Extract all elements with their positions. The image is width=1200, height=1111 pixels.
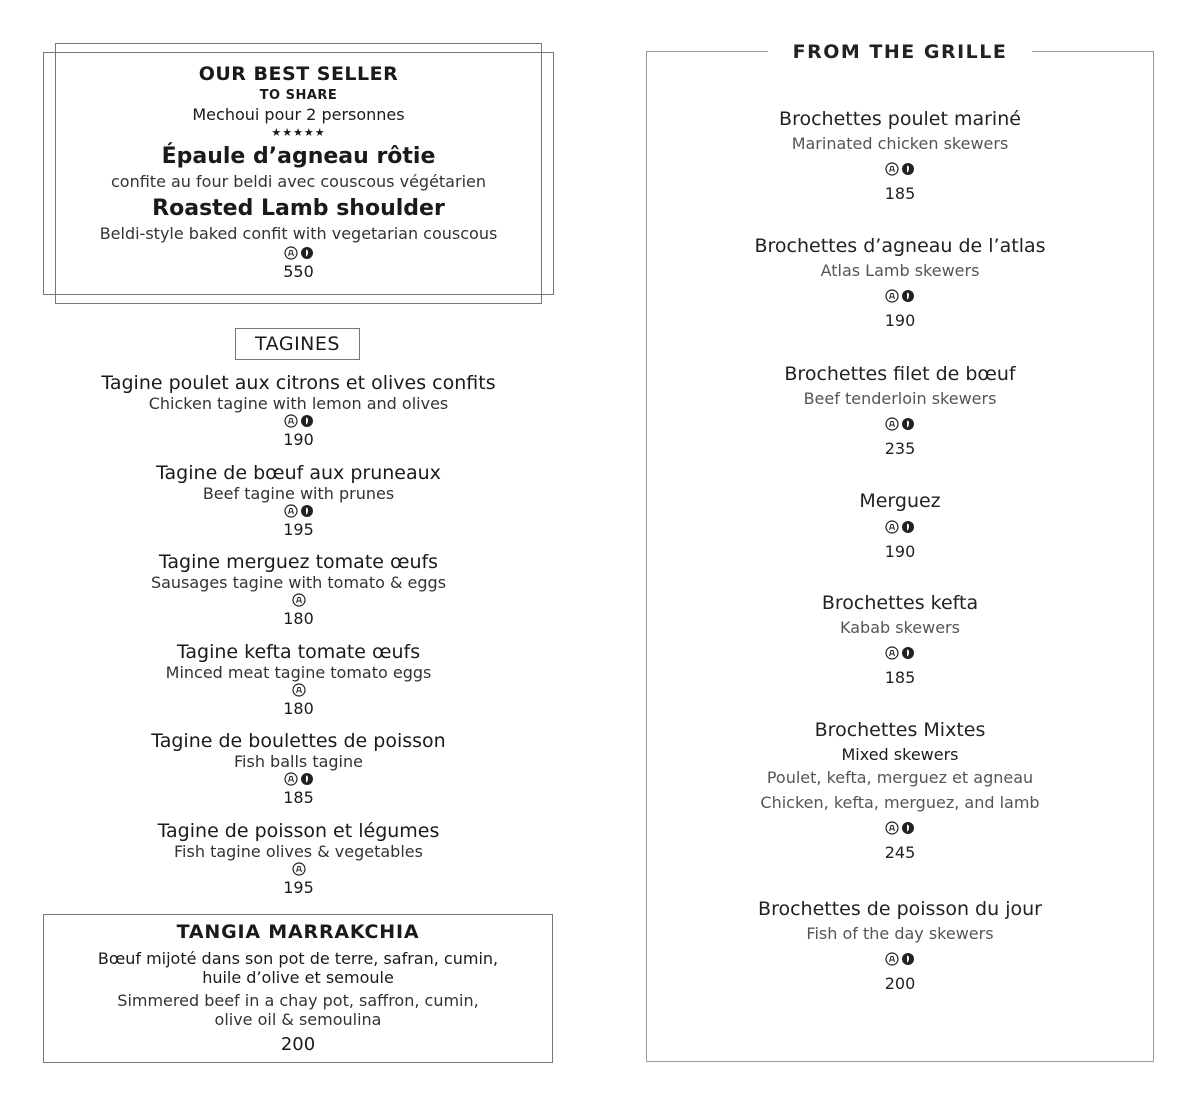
grille-name-en: Atlas Lamb skewers	[820, 261, 980, 280]
grille-price: 190	[884, 311, 916, 330]
tagine-item	[43, 462, 554, 552]
tangia-desc-fr-line1: Bœuf mijoté dans son pot de terre, safran, cumin,	[97, 949, 499, 968]
allergen-circle-a-icon	[885, 289, 899, 303]
allergen-circle-b-icon	[300, 772, 314, 786]
allergen-circle-b-icon	[901, 162, 915, 176]
tagine-name-fr: Tagine de boulettes de poisson	[151, 730, 446, 752]
grille-name-en: Fish of the day skewers	[806, 924, 994, 943]
grille-price: 190	[884, 542, 916, 561]
grille-item	[646, 234, 1154, 331]
allergen-circle-a-icon	[885, 520, 899, 534]
tagine-price: 195	[283, 519, 314, 539]
allergen-circle-b-icon	[300, 246, 314, 260]
grille-price: 245	[884, 843, 916, 862]
allergen-icons	[646, 289, 1154, 305]
grille-name-fr: Brochettes filet de bœuf	[784, 363, 1016, 385]
tagine-name-fr: Tagine de bœuf aux pruneaux	[156, 461, 441, 484]
allergen-icons	[43, 414, 554, 430]
tagine-item	[43, 730, 554, 820]
grille-name-fr: Brochettes d’agneau de l’atlas	[754, 235, 1046, 257]
allergen-circle-b-icon	[901, 520, 915, 534]
grille-price: 200	[884, 974, 916, 993]
allergen-circle-a-icon	[885, 952, 899, 966]
tagines-heading: TAGINES	[235, 328, 360, 360]
tangia-desc-fr-line2: huile d’olive et semoule	[202, 968, 394, 987]
allergen-circle-b-icon	[901, 952, 915, 966]
allergen-circle-a-icon	[292, 862, 306, 876]
grille-name-en: Marinated chicken skewers	[791, 134, 1009, 153]
allergen-circle-a-icon	[284, 772, 298, 786]
allergen-icons	[43, 772, 554, 788]
tagine-price: 185	[283, 788, 314, 807]
grille-price: 235	[884, 439, 916, 458]
tagine-name-fr: Tagine kefta tomate œufs	[176, 640, 421, 663]
allergen-circle-a-icon	[885, 646, 899, 660]
tagine-price: 180	[283, 698, 314, 718]
allergen-circle-a-icon	[284, 504, 298, 518]
tangia-desc-en-line2: olive oil & semoulina	[214, 1010, 382, 1029]
allergen-icons	[646, 417, 1154, 433]
tagine-price: 180	[283, 609, 314, 628]
grille-name-en-2: Chicken, kefta, merguez, and lamb	[760, 793, 1040, 812]
grille-name-en: Kabab skewers	[840, 618, 960, 637]
allergen-icons	[43, 593, 554, 609]
tangia-desc-en-line1: Simmered beef in a chay pot, saffron, cumin,	[117, 991, 479, 1010]
best-seller-dish-fr: Épaule d’agneau rôtie	[161, 144, 436, 169]
tagine-item	[43, 372, 554, 462]
grille-name-fr: Brochettes de poisson du jour	[758, 898, 1042, 920]
grille-name-en: Beef tenderloin skewers	[803, 389, 997, 408]
allergen-circle-a-icon	[885, 417, 899, 431]
tagine-name-en: Chicken tagine with lemon and olives	[148, 394, 449, 413]
allergen-circle-a-icon	[292, 593, 306, 607]
grille-name-en: Poulet, kefta, merguez et agneau	[766, 768, 1034, 787]
allergen-icons	[43, 504, 554, 520]
allergen-icons	[646, 952, 1154, 968]
best-seller-note: Mechoui pour 2 personnes	[192, 105, 405, 124]
grille-name-fr: Merguez	[859, 490, 941, 512]
allergen-circle-b-icon	[300, 414, 314, 428]
grille-name-fr: Brochettes poulet mariné	[779, 108, 1021, 130]
tangia-box	[43, 914, 553, 1063]
allergen-circle-a-icon	[284, 246, 298, 260]
best-seller-title: OUR BEST SELLER	[198, 63, 399, 85]
rating-stars: ★★★★★	[271, 126, 326, 139]
best-seller-dish-en: Roasted Lamb shoulder	[152, 196, 445, 221]
allergen-icons	[646, 162, 1154, 178]
allergen-circle-a-icon	[885, 821, 899, 835]
allergen-icons	[646, 520, 1154, 536]
tagine-name-fr: Tagine de poisson et légumes	[157, 819, 440, 842]
allergen-icons	[646, 821, 1154, 837]
tagine-name-fr: Tagine merguez tomate œufs	[158, 551, 439, 573]
grille-name-fr: Brochettes kefta	[821, 592, 979, 614]
tagine-name-en: Fish balls tagine	[234, 752, 363, 771]
grille-item	[646, 718, 1154, 863]
best-seller-subtitle: TO SHARE	[259, 88, 338, 103]
allergen-circle-a-icon	[284, 414, 298, 428]
grille-name-fr: Brochettes Mixtes	[814, 719, 986, 741]
allergen-circle-b-icon	[300, 504, 314, 518]
tangia-price: 200	[280, 1034, 316, 1055]
tagine-name-en: Beef tagine with prunes	[202, 483, 395, 503]
best-seller-icons	[43, 246, 554, 262]
allergen-circle-b-icon	[901, 289, 915, 303]
best-seller-price: 550	[283, 262, 314, 281]
tagine-item	[43, 641, 554, 731]
tagine-name-en: Minced meat tagine tomato eggs	[165, 662, 432, 682]
grille-item	[646, 489, 1154, 562]
tagine-name-en: Sausages tagine with tomato & eggs	[150, 573, 447, 592]
grille-item	[646, 362, 1154, 459]
tagine-price: 190	[283, 430, 314, 449]
allergen-circle-b-icon	[901, 821, 915, 835]
allergen-icons	[43, 862, 554, 878]
grille-item	[646, 591, 1154, 688]
allergen-circle-b-icon	[901, 417, 915, 431]
allergen-circle-a-icon	[292, 683, 306, 697]
grille-title: FROM THE GRILLE	[768, 38, 1032, 66]
tangia-desc-fr	[44, 949, 552, 987]
tagines-list	[43, 372, 554, 909]
allergen-icons	[646, 646, 1154, 662]
allergen-icons	[43, 683, 554, 699]
grille-subtitle: Mixed skewers	[841, 745, 959, 764]
tagine-name-en: Fish tagine olives & vegetables	[174, 841, 423, 861]
grille-item	[646, 897, 1154, 994]
tagine-item	[43, 551, 554, 641]
best-seller-section	[43, 60, 554, 282]
allergen-circle-a-icon	[885, 162, 899, 176]
grille-price: 185	[884, 184, 916, 203]
grille-price: 185	[884, 668, 916, 687]
tangia-title: TANGIA MARRAKCHIA	[176, 921, 420, 943]
tagine-name-fr: Tagine poulet aux citrons et olives confits	[101, 372, 496, 394]
best-seller-desc-fr: confite au four beldi avec couscous végétarien	[110, 172, 486, 191]
tangia-desc-en	[44, 991, 552, 1029]
grille-item	[646, 107, 1154, 204]
allergen-circle-b-icon	[901, 646, 915, 660]
tagine-item	[43, 820, 554, 910]
best-seller-desc-en: Beldi-style baked confit with vegetarian couscous	[99, 224, 498, 243]
tagine-price: 195	[283, 877, 314, 897]
